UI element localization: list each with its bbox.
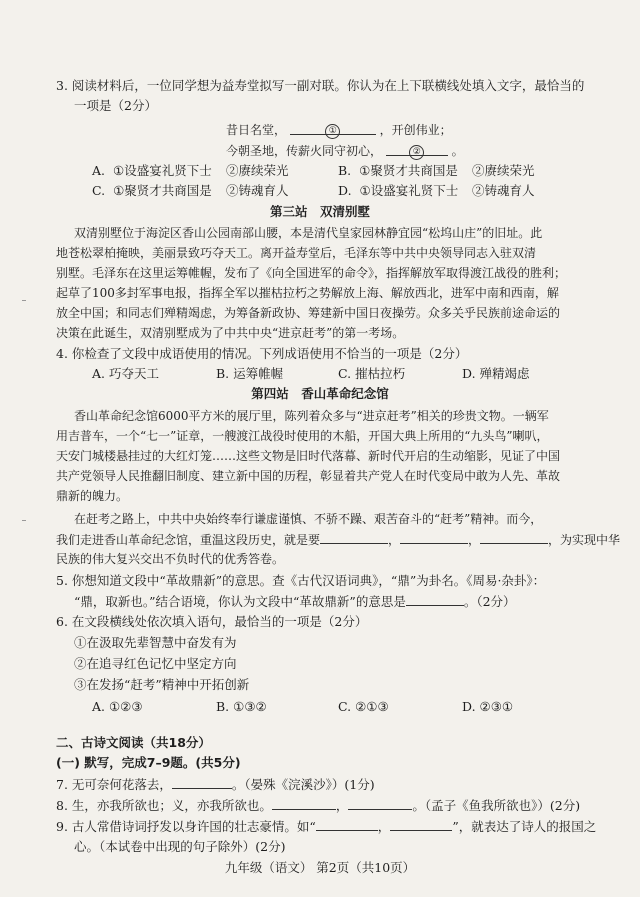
couplet2-blank <box>386 143 448 156</box>
fill-blank-2[interactable] <box>400 531 468 544</box>
part2-heading: 二、古诗文阅读（共18分） <box>56 735 211 750</box>
station4-text-line: 香山革命纪念馆6000平方米的展厅里，陈列着众多与“进京赶考”相关的珍贵文物。一辆军 <box>74 409 549 423</box>
station3-text-line: 地苍松翠柏掩映，美丽景致巧夺天工。离开益寿堂后，毛泽东等中共中央领导同志入驻双清 <box>56 246 537 260</box>
fill-blank-3[interactable] <box>480 531 548 544</box>
q9-pre: 9. 古人常借诗词抒发以身许国的壮志豪情。如“ <box>56 819 316 834</box>
station4-title: 第四站 香山革命纪念馆 <box>251 386 389 401</box>
fill-sep: ， <box>388 533 401 547</box>
opt-letter: C. <box>92 183 106 198</box>
station4-text-line: 民族的伟大复兴交出不负时代的优秀答卷。 <box>56 552 285 566</box>
station4-text-line: 在赶考之路上，中共中央始终奉行谦虚谨慎、不骄不躁、艰苦奋斗的“赶考”精神。而今， <box>74 512 543 526</box>
opt-letter: D. <box>338 183 352 198</box>
q9-line2: 心。（本试卷中出现的句子除外）(2分) <box>74 839 286 854</box>
station3-title: 第三站 双清别墅 <box>269 204 370 219</box>
q3-option-a[interactable] <box>92 163 289 179</box>
couplet1-mark: ① <box>325 124 340 139</box>
q3-stem-line1: 3. 阅读材料后，一位同学想为益寿堂拟写一副对联。你认为在上下联横线处填入文字，最恰当的 <box>56 78 585 93</box>
q8-pre: 8. 生，亦我所欲也；义，亦我所欲也。 <box>56 798 272 813</box>
q5-post: 。（2分） <box>463 594 516 609</box>
q4-option-d[interactable]: D. 殚精竭虑 <box>462 366 530 381</box>
q4-option-a[interactable]: A. 巧夺天工 <box>92 366 159 381</box>
q3-couplet-second <box>226 143 464 159</box>
couplet1-post: ，开创伟业； <box>379 123 452 137</box>
opt-letter: A. <box>92 163 106 178</box>
station3-text-line: 起草了100多封军事电报，指挥全军以摧枯拉朽之势解放上海、解放西北，进军中南和西南，解 <box>56 286 559 300</box>
margin-mark <box>22 300 26 301</box>
station4-text-line: 鼎新的魄力。 <box>56 489 129 503</box>
page-footer: 九年级（语文） 第2页（共10页） <box>224 860 416 875</box>
fill-pre: 我们走进香山革命纪念馆，重温这段历史，就是要 <box>56 533 321 547</box>
q6-option-d[interactable]: D. ②③① <box>462 699 514 714</box>
q6-item-1: ①在汲取先辈智慧中奋发有为 <box>74 635 237 650</box>
q4-option-c[interactable]: C. 摧枯拉朽 <box>338 366 406 381</box>
couplet2-mark: ② <box>409 145 424 160</box>
q8-blank-2[interactable] <box>348 797 412 810</box>
q3-option-c[interactable] <box>92 183 289 199</box>
q7-blank[interactable] <box>172 776 232 789</box>
station4-text-line: 共产党领导人民推翻旧制度、建立新中国的历程，彰显着共产党人在时代变局中敢为人先、革故 <box>56 469 561 483</box>
q5-line1: 5. 你想知道文段中“革故鼎新”的意思。查《古代汉语词典》，“鼎”为卦名。《周易·杂卦》： <box>56 573 546 588</box>
opt-part-b: ②铸魂育人 <box>226 183 289 198</box>
station3-text-line: 决策在此诞生，双清别墅成为了中共中央“进京赶考”的第一考场。 <box>56 326 405 340</box>
opt-part-a: ①设盛宴礼贤下士 <box>359 183 459 198</box>
q3-couplet-first <box>226 122 452 138</box>
q3-option-d[interactable] <box>338 183 535 199</box>
q6-item-3: ③在发扬“赶考”精神中开拓创新 <box>74 677 250 692</box>
q9-blank-2[interactable] <box>390 818 452 831</box>
couplet1-blank <box>290 122 376 135</box>
q9-blank-1[interactable] <box>316 818 378 831</box>
q4-option-b[interactable]: B. 运筹帷幄 <box>216 366 284 381</box>
q9-post: ”，就表达了诗人的报国之 <box>452 819 597 834</box>
fill-sep: ， <box>468 533 481 547</box>
opt-part-b: ②赓续荣光 <box>226 163 289 178</box>
q5-pre: “鼎，取新也。”结合语境，你认为文段中“革故鼎新”的意思是 <box>74 594 406 609</box>
q6-option-c[interactable]: C. ②①③ <box>338 699 389 714</box>
q7-line <box>56 776 375 793</box>
station3-text-line: 放全中国；和同志们殚精竭虑，为筹备新政协、筹建新中国日夜操劳。众多关乎民族前途命运的 <box>56 306 561 320</box>
q5-answer-blank[interactable] <box>406 593 464 606</box>
q8-sep: ， <box>335 798 349 813</box>
q7-pre: 7. 无可奈何花落去， <box>56 777 172 792</box>
station3-text-line: 双清别墅位于海淀区香山公园南部山腰，本是清代皇家园林静宜园“松坞山庄”的旧址。此 <box>74 226 543 240</box>
q4-stem: 4. 你检查了文段中成语使用的情况。下列成语使用不恰当的一项是（2分） <box>56 346 468 361</box>
q7-post: 。（晏殊《浣溪沙》）(1分) <box>231 777 375 792</box>
margin-mark <box>22 520 26 521</box>
opt-part-b: ②铸魂育人 <box>472 183 535 198</box>
q9-sep: ， <box>377 819 391 834</box>
q6-item-2: ②在追寻红色记忆中坚定方向 <box>74 656 237 671</box>
opt-part-a: ①聚贤才共商国是 <box>113 183 212 198</box>
opt-letter: B. <box>338 163 352 178</box>
station3-text-line: 别墅。毛泽东在这里运筹帷幄，发布了《向全国进军的命令》，指挥解放军取得渡江战役的胜利； <box>56 266 567 280</box>
q3-stem-line2: 一项是（2分） <box>74 98 157 113</box>
opt-part-a: ①设盛宴礼贤下士 <box>113 163 212 178</box>
couplet2-pre: 今朝圣地，传薪火同守初心， <box>226 144 383 158</box>
station4-fill-line <box>56 531 620 548</box>
q9-line1 <box>56 818 596 835</box>
q6-stem: 6. 在文段横线处依次填入语句，最恰当的一项是（2分） <box>56 614 368 629</box>
q6-option-a[interactable]: A. ①②③ <box>92 699 143 714</box>
part2-subheading: (一) 默写，完成7–9题。(共5分) <box>56 755 241 770</box>
q8-post: 。（孟子《鱼我所欲也》）(2分) <box>412 798 581 813</box>
station4-text-line: 天安门城楼悬挂过的大红灯笼……这些文物是旧时代落幕、新时代开启的生动缩影，见证了中国 <box>56 449 561 463</box>
couplet2-post: 。 <box>451 144 464 158</box>
fill-blank-1[interactable] <box>320 531 388 544</box>
couplet1-pre: 昔日名堂， <box>226 123 287 137</box>
station4-text-line: 用吉普车，一个“七一”证章，一艘渡江战役时使用的木船，开国大典上所用的“九头鸟”喇叭， <box>56 429 549 443</box>
q3-option-b[interactable] <box>338 163 535 179</box>
q5-line2 <box>74 593 516 610</box>
q6-option-b[interactable]: B. ①③② <box>216 699 267 714</box>
opt-part-a: ①聚贤才共商国是 <box>359 163 458 178</box>
fill-post: ，为实现中华 <box>548 533 621 547</box>
opt-part-b: ②赓续荣光 <box>472 163 535 178</box>
q8-blank-1[interactable] <box>272 797 336 810</box>
q8-line <box>56 797 580 814</box>
